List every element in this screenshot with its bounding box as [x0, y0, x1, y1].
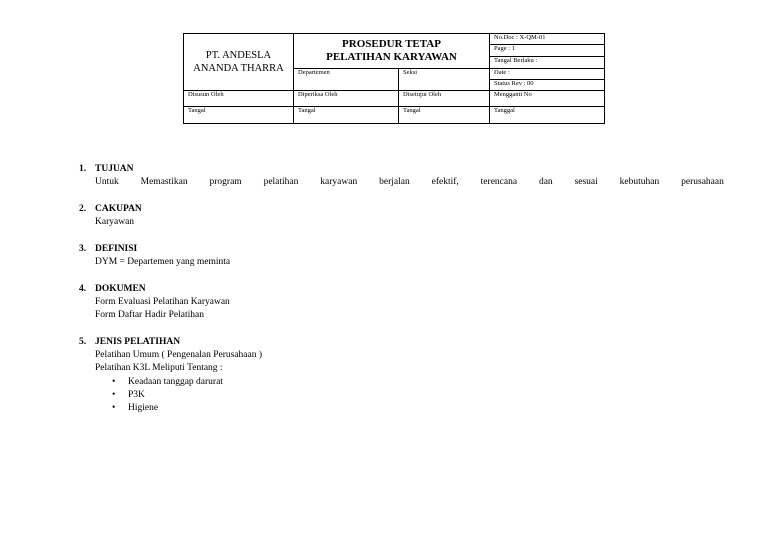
- section-text-line: DYM = Departemen yang meminta: [95, 257, 231, 268]
- justified-word: Memastikan: [140, 177, 188, 188]
- list-item: [112, 402, 724, 415]
- effective-date-cell: Tangal Berlaku :: [490, 57, 605, 69]
- justified-word: kebutuhan: [619, 177, 660, 188]
- justified-word: terencana: [480, 177, 518, 188]
- section-tujuan: [79, 163, 724, 190]
- approved-date-cell: Tangal: [399, 107, 490, 124]
- justified-word: program: [209, 177, 242, 188]
- justified-word: perusahaan: [681, 177, 724, 188]
- list-item-text: P3K: [128, 390, 145, 401]
- section-heading: DEFINISI: [95, 243, 138, 254]
- document-header-table: [183, 33, 605, 124]
- department-cell: Departemen: [294, 69, 399, 91]
- document-title-line1: PROSEDUR TETAP: [342, 38, 441, 50]
- bullet-icon: •: [112, 376, 116, 387]
- section-heading: CAKUPAN: [95, 203, 142, 214]
- company-name-line2: ANANDA THARRA: [193, 63, 284, 74]
- section-dokumen: [79, 283, 724, 323]
- section-heading: DOKUMEN: [95, 283, 146, 294]
- section-text-line: Karyawan: [95, 217, 135, 228]
- section-number: 3.: [79, 243, 87, 254]
- section-number: 1.: [79, 164, 87, 174]
- replaces-date-cell: Tanggal: [490, 107, 605, 124]
- justified-word: pelatihan: [263, 177, 299, 188]
- section-text-line: Pelatihan K3L Meliputi Tentang :: [95, 363, 223, 374]
- company-name-cell: [184, 34, 294, 91]
- doc-number-cell: No.Doc : X-QM-01: [490, 34, 605, 45]
- justified-word: efektif,: [431, 177, 459, 188]
- bullet-list: [95, 376, 724, 416]
- section-cell: Seksi: [399, 69, 490, 91]
- justified-word: sesuai: [574, 177, 598, 188]
- section-heading: TUJUAN: [95, 164, 134, 174]
- section-jenis-pelatihan: [79, 336, 724, 416]
- document-body: [79, 163, 724, 429]
- prepared-date-cell: Tangal: [184, 107, 294, 124]
- section-text-line: Form Daftar Hadir Pelatihan: [95, 310, 204, 321]
- approved-by-cell: Disetujui Oleh: [399, 91, 490, 107]
- section-heading: JENIS PELATIHAN: [95, 336, 181, 347]
- page-number-cell: Page : 1: [490, 45, 605, 57]
- list-item: [112, 389, 724, 402]
- section-number: 4.: [79, 283, 87, 294]
- section-cakupan: [79, 203, 724, 230]
- checked-by-cell: Diperiksa Oleh: [294, 91, 399, 107]
- prepared-by-cell: Disusun Oleh: [184, 91, 294, 107]
- justified-word: berjalan: [379, 177, 410, 188]
- date-cell: Date :: [490, 69, 605, 80]
- section-text-line: [95, 176, 724, 189]
- section-text-line: Form Evaluasi Pelatihan Karyawan: [95, 296, 230, 307]
- bullet-icon: •: [112, 403, 116, 414]
- checked-date-cell: Tangal: [294, 107, 399, 124]
- justified-word: Untuk: [95, 177, 119, 188]
- bullet-icon: •: [112, 390, 116, 401]
- company-name-line1: PT. ANDESLA: [205, 50, 272, 61]
- list-item: [112, 376, 724, 389]
- revision-status-cell: Status Rev : 00: [490, 80, 605, 91]
- document-title-line2: PELATIHAN KARYAWAN: [326, 51, 457, 63]
- section-definisi: [79, 243, 724, 270]
- list-item-text: Higiene: [128, 403, 159, 414]
- justified-word: karyawan: [320, 177, 358, 188]
- justified-word: dan: [538, 177, 553, 188]
- section-text-line: Pelatihan Umum ( Pengenalan Perusahaan ): [95, 350, 262, 361]
- list-item-text: Keadaan tanggap darurat: [128, 376, 223, 387]
- replaces-number-cell: Mengganti No: [490, 91, 605, 107]
- document-title-cell: [294, 34, 490, 69]
- section-number: 5.: [79, 336, 87, 347]
- section-number: 2.: [79, 203, 87, 214]
